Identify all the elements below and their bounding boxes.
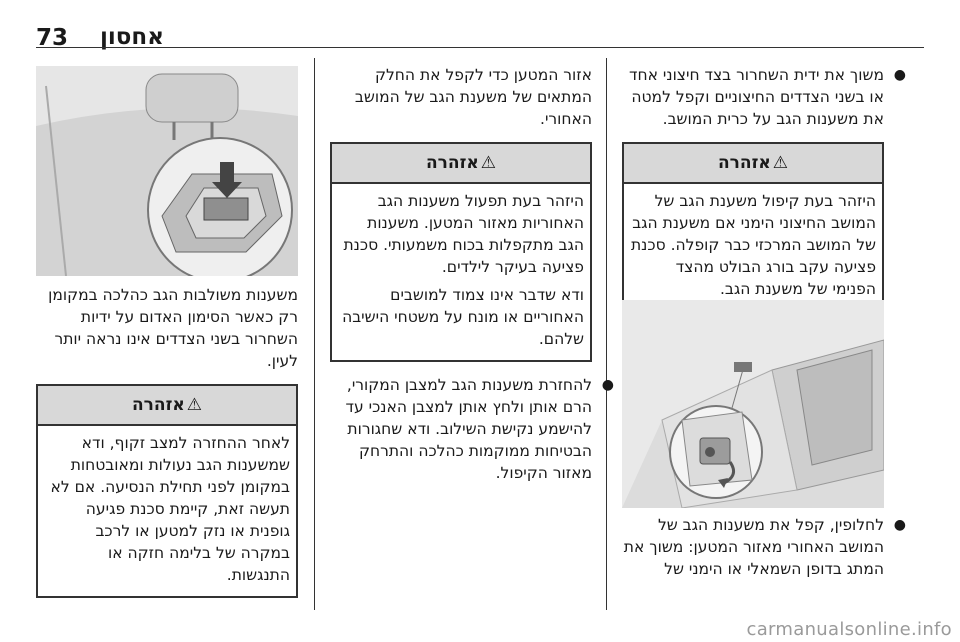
bullet-text: לחלופין, קפל את משענות הגב של המושב האחורי מאזור המטען: משוך את המתג בדופן השמאלי או הימני של bbox=[623, 516, 884, 578]
caption-text: משענות משולבות הגב כהלכה במקומן רק כאשר הסימון האדום על ידיות השחרור בשני הצדדים אינו נראה יותר לעין. bbox=[48, 286, 298, 370]
warning-body bbox=[624, 184, 882, 310]
middle-column bbox=[330, 64, 614, 490]
warning-box bbox=[622, 142, 884, 312]
warning-heading: אזהרה bbox=[425, 153, 479, 173]
right-column bbox=[622, 64, 906, 320]
warning-box bbox=[36, 384, 298, 598]
list-item bbox=[622, 514, 906, 580]
warning-header bbox=[624, 144, 882, 184]
warning-text: היזהר בעת תפעול משענות הגב האחוריות מאזור המטען. משענות הגב מתקפלות בכוח משמעותי. סכנת פציעה בעיקר לילדים. bbox=[343, 192, 584, 276]
column-divider-left bbox=[314, 58, 315, 610]
warning-box bbox=[330, 142, 592, 362]
warning-heading: אזהרה bbox=[717, 153, 771, 173]
warning-body bbox=[332, 184, 590, 360]
warning-triangle-icon: ⚠ bbox=[772, 153, 789, 173]
column-divider-right bbox=[606, 58, 607, 610]
list-item bbox=[330, 374, 614, 484]
right-column-bottom bbox=[622, 514, 906, 586]
warning-triangle-icon: ⚠ bbox=[186, 395, 203, 415]
seat-release-illustration bbox=[36, 66, 298, 276]
warning-text: היזהר בעת קיפול משענת הגב של המושב החיצוני הימני אם משענת הגב של המושב המרכזי כבר קופלה. סכנת פציעה עקב בורג הבולט מהצד הפנימי של משענת הגב. bbox=[631, 192, 876, 298]
header-divider bbox=[36, 47, 924, 48]
bullet-text: משוך את ידית השחרור בצד חיצוני אחד או בשני הצדדים החיצוניים וקפל למטה את משענות הגב על כרית המושב. bbox=[629, 66, 884, 128]
list-item bbox=[622, 64, 906, 130]
trunk-switch-illustration bbox=[622, 300, 884, 508]
left-column bbox=[36, 284, 298, 606]
watermark: carmanualsonline.info bbox=[746, 619, 952, 640]
page-number: 73 bbox=[36, 25, 69, 51]
bullet-icon: ● bbox=[893, 517, 906, 533]
warning-body bbox=[38, 426, 296, 596]
bullet-text: להחזרת משענות הגב למצבן המקורי, הרם אותן ולחץ אותן למצבן האנכי עד להישמע נקישת השילוב. ודא שחגורות הבטיחות ממוקמות כהלכה והתרחק מאזור הקיפול. bbox=[345, 376, 592, 482]
bullet-icon: ● bbox=[893, 67, 906, 83]
warning-text: ודא שדבר אינו צמוד למושבים האחוריים או מונח על משטחי הישיבה שלהם. bbox=[342, 286, 584, 348]
page-title: אחסון bbox=[100, 24, 164, 50]
bullet-icon: ● bbox=[601, 377, 614, 393]
intro-text: אזור המטען כדי לקפל את החלק המתאים של משענת הגב של המושב האחורי. bbox=[354, 66, 592, 128]
warning-header bbox=[332, 144, 590, 184]
warning-header bbox=[38, 386, 296, 426]
warning-heading: אזהרה bbox=[131, 395, 185, 415]
warning-text: לאחר ההחזרה למצב זקוף, ודא שמשענות הגב נעולות ומאובטחות במקומן לפני תחילת הנסיעה. אם לא תעשה זאת, קיימת סכנת פגיעה גופנית או נזק למטען או לרכב במקרה של בלימה חזקה או התנגשות. bbox=[50, 434, 290, 584]
warning-triangle-icon: ⚠ bbox=[480, 153, 497, 173]
